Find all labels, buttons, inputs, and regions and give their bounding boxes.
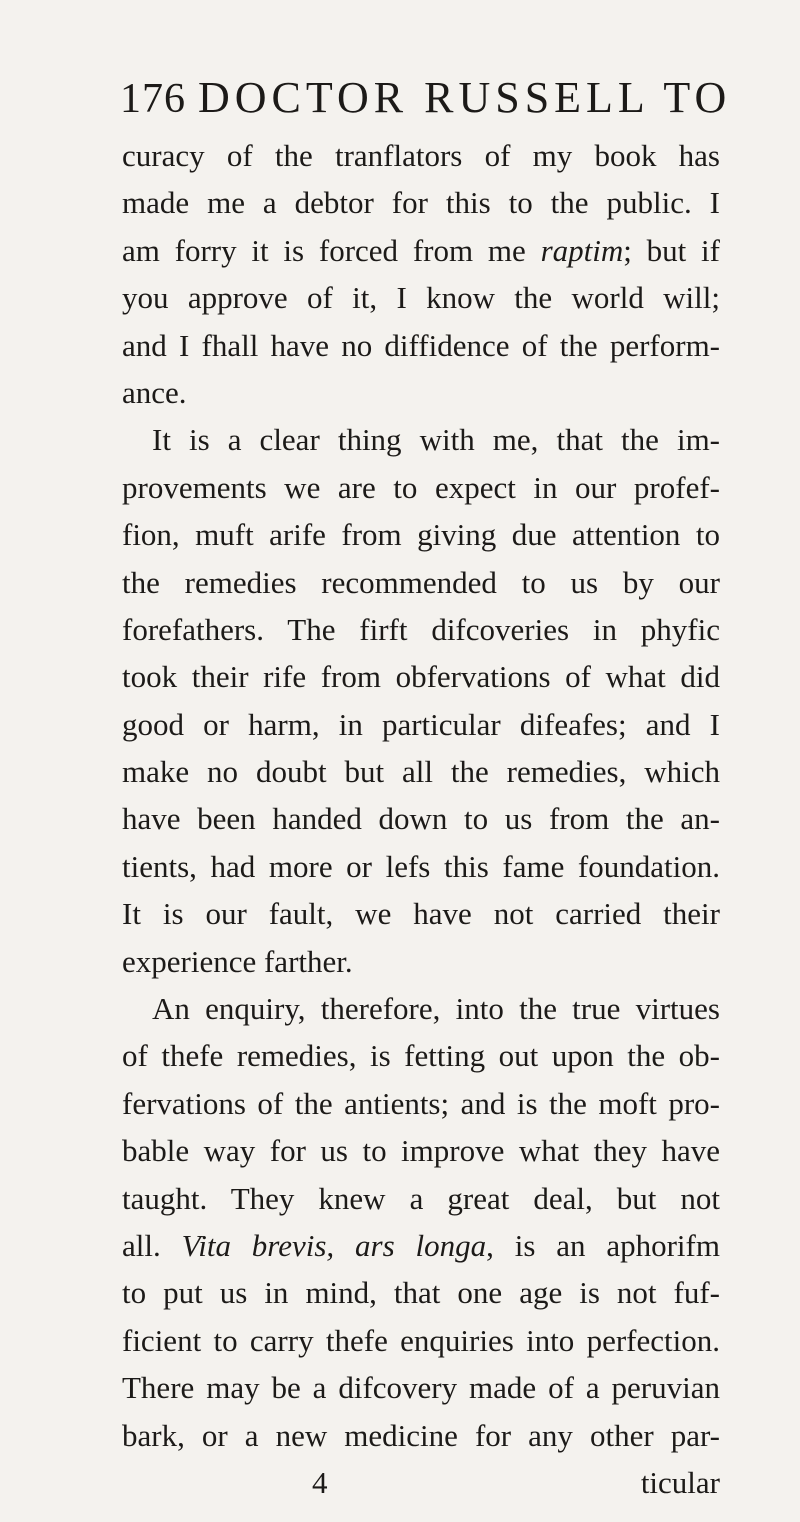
text-line: make no doubt but all the remedies, which <box>122 754 720 790</box>
text-line: provements we are to expect in our profef- <box>122 469 720 505</box>
text-line: bable way for us to improve what they have <box>122 1133 720 1169</box>
text-line: the remedies recommended to us by our <box>122 564 720 600</box>
page-footer <box>122 1459 720 1506</box>
text-line: tients, had more or lefs this fame foundation. <box>122 848 720 884</box>
text-line: taught. They knew a great deal, but not <box>122 1180 720 1216</box>
body-text <box>122 132 720 1506</box>
text-line: and I fhall have no diffidence of the perform- <box>122 327 720 363</box>
text-line: fervations of the antients; and is the moft pro- <box>122 1085 720 1121</box>
text-line: ance. <box>122 374 187 410</box>
text-line: An enquiry, therefore, into the true virtues <box>152 991 720 1027</box>
text-line: am forry it is forced from me raptim; but if <box>122 232 720 268</box>
running-title: DOCTOR RUSSELL TO <box>198 73 732 122</box>
text-line: experience farther. <box>122 943 353 979</box>
text-line: ficient to carry thefe enquiries into perfection. <box>122 1322 720 1358</box>
text-line: all. Vita brevis, ars longa, is an aphorifm <box>122 1227 720 1263</box>
page-number: 176 <box>120 76 186 122</box>
text-line: took their rife from obfervations of what did <box>122 659 720 695</box>
page-header <box>120 72 732 132</box>
text-line: good or harm, in particular difeafes; and I <box>122 706 720 742</box>
text-line: you approve of it, I know the world will; <box>122 280 720 316</box>
text-line: It is a clear thing with me, that the im- <box>152 422 720 458</box>
text-line: forefathers. The firft difcoveries in phyfic <box>122 611 720 647</box>
text-line: to put us in mind, that one age is not fuf- <box>122 1275 720 1311</box>
signature-mark: 4 <box>312 1464 328 1500</box>
text-line: curacy of the tranflators of my book has <box>122 138 720 173</box>
catchword: ticular <box>640 1464 720 1500</box>
text-line: made me a debtor for this to the public. I <box>122 185 720 221</box>
text-line: It is our fault, we have not carried their <box>122 896 720 932</box>
text-line: of thefe remedies, is fetting out upon the ob- <box>122 1038 720 1074</box>
text-line: bark, or a new medicine for any other par- <box>122 1417 720 1453</box>
text-line: fion, muft arife from giving due attention to <box>122 517 720 553</box>
text-line: have been handed down to us from the an- <box>122 801 720 837</box>
text-line: There may be a difcovery made of a peruvian <box>122 1370 720 1406</box>
